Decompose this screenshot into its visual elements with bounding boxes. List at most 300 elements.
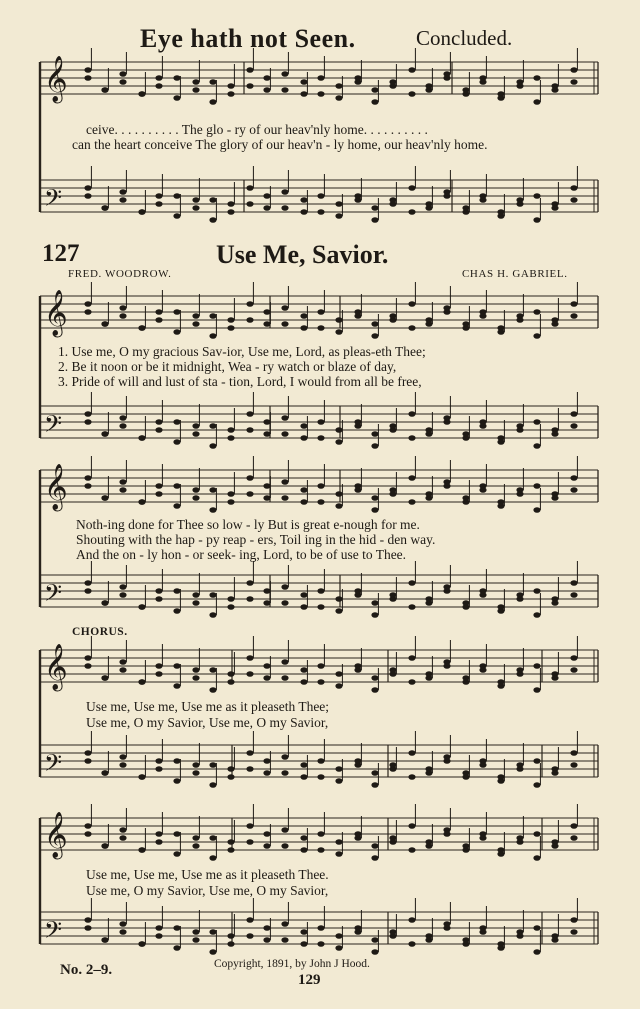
- note-head: [209, 762, 216, 768]
- note-head: [516, 317, 523, 323]
- note-head: [443, 663, 450, 669]
- note-head: [408, 435, 415, 441]
- note-head: [300, 762, 307, 768]
- note-head: [192, 197, 199, 203]
- note-head: [138, 941, 145, 947]
- note-head: [443, 483, 450, 489]
- note-head: [119, 71, 126, 77]
- note-head: [516, 201, 523, 207]
- note-head: [300, 835, 307, 841]
- note-head: [138, 679, 145, 685]
- note-head: [335, 439, 342, 445]
- note-head: [101, 937, 108, 943]
- note-head: [101, 321, 108, 327]
- note-head: [300, 499, 307, 505]
- note-head: [479, 423, 486, 429]
- copyright: Copyright, 1891, by John J Hood.: [214, 958, 370, 970]
- note-head: [263, 600, 270, 606]
- note-head: [246, 301, 253, 307]
- note-head: [281, 205, 288, 211]
- note-head: [443, 588, 450, 594]
- note-head: [335, 766, 342, 772]
- note-head: [155, 933, 162, 939]
- note-head: [389, 197, 396, 203]
- note-head: [551, 205, 558, 211]
- note-head: [371, 431, 378, 437]
- note-head: [281, 937, 288, 943]
- note-head: [192, 87, 199, 93]
- note-head: [479, 487, 486, 493]
- note-head: [263, 321, 270, 327]
- note-head: [209, 99, 216, 105]
- note-head: [371, 782, 378, 788]
- chorus-label: CHORUS.: [72, 626, 128, 638]
- note-head: [335, 213, 342, 219]
- note-head: [119, 305, 126, 311]
- note-head: [317, 91, 324, 97]
- note-head: [551, 87, 558, 93]
- note-head: [570, 197, 577, 203]
- chorus-line: Use me, O my Savior, Use me, O my Savior,: [86, 715, 329, 730]
- hymn-title: Use Me, Savior.: [216, 240, 389, 269]
- chorus-line: Use me, Use me, Use me as it pleaseth Thee.: [86, 867, 329, 882]
- note-head: [84, 663, 91, 669]
- note-head: [317, 758, 324, 764]
- note-head: [84, 185, 91, 191]
- note-head: [119, 189, 126, 195]
- note-head: [263, 758, 270, 764]
- note-head: [408, 679, 415, 685]
- note-head: [173, 75, 180, 81]
- note-head: [263, 663, 270, 669]
- note-head: [516, 491, 523, 497]
- note-head: [317, 209, 324, 215]
- note-head: [389, 313, 396, 319]
- note-head: [570, 835, 577, 841]
- note-head: [533, 193, 540, 199]
- note-head: [371, 843, 378, 849]
- treble-clef: 𝄞: [44, 812, 68, 858]
- note-head: [462, 431, 469, 437]
- note-head: [155, 839, 162, 845]
- note-head: [227, 209, 234, 215]
- note-head: [300, 313, 307, 319]
- note-head: [300, 592, 307, 598]
- note-head: [209, 443, 216, 449]
- note-head: [551, 600, 558, 606]
- note-head: [173, 503, 180, 509]
- note-head: [371, 205, 378, 211]
- note-head: [263, 431, 270, 437]
- note-head: [246, 655, 253, 661]
- note-head: [192, 487, 199, 493]
- note-head: [300, 667, 307, 673]
- note-head: [173, 945, 180, 951]
- note-head: [209, 612, 216, 618]
- note-head: [516, 933, 523, 939]
- note-head: [317, 604, 324, 610]
- note-head: [101, 675, 108, 681]
- note-head: [317, 325, 324, 331]
- note-head: [84, 917, 91, 923]
- note-head: [497, 435, 504, 441]
- verse-line: 3. Pride of will and lust of sta - tion, Lord, I would from all be free,: [58, 374, 422, 389]
- note-head: [389, 423, 396, 429]
- note-head: [138, 499, 145, 505]
- note-head: [335, 851, 342, 857]
- verse-line: Shouting with the hap - py reap - ers, Toil ing in the hid - den way.: [76, 532, 436, 547]
- note-head: [408, 823, 415, 829]
- note-head: [246, 823, 253, 829]
- note-head: [84, 411, 91, 417]
- note-head: [84, 301, 91, 307]
- note-head: [155, 75, 162, 81]
- note-head: [443, 419, 450, 425]
- note-head: [173, 213, 180, 219]
- note-head: [389, 667, 396, 673]
- note-head: [570, 487, 577, 493]
- note-head: [192, 937, 199, 943]
- note-head: [263, 675, 270, 681]
- note-head: [389, 79, 396, 85]
- note-head: [533, 217, 540, 223]
- note-head: [173, 683, 180, 689]
- note-head: [516, 427, 523, 433]
- note-head: [192, 313, 199, 319]
- note-head: [497, 325, 504, 331]
- note-head: [425, 933, 432, 939]
- note-head: [533, 831, 540, 837]
- note-head: [173, 831, 180, 837]
- note-head: [335, 201, 342, 207]
- note-head: [551, 770, 558, 776]
- chorus-line: Use me, Use me, Use me as it pleaseth Thee;: [86, 699, 330, 714]
- note-head: [317, 419, 324, 425]
- note-head: [300, 91, 307, 97]
- note-head: [335, 83, 342, 89]
- note-head: [371, 495, 378, 501]
- note-head: [155, 309, 162, 315]
- note-head: [317, 435, 324, 441]
- note-head: [300, 79, 307, 85]
- note-head: [408, 499, 415, 505]
- note-head: [408, 580, 415, 586]
- note-head: [479, 762, 486, 768]
- note-head: [389, 835, 396, 841]
- note-head: [317, 847, 324, 853]
- note-head: [408, 301, 415, 307]
- note-head: [101, 431, 108, 437]
- note-head: [281, 479, 288, 485]
- note-head: [371, 612, 378, 618]
- note-head: [173, 608, 180, 614]
- note-head: [371, 855, 378, 861]
- note-head: [281, 71, 288, 77]
- note-head: [281, 770, 288, 776]
- note-head: [84, 758, 91, 764]
- note-head: [209, 949, 216, 955]
- note-head: [192, 835, 199, 841]
- note-head: [155, 766, 162, 772]
- note-head: [408, 209, 415, 215]
- note-head: [443, 758, 450, 764]
- note-head: [354, 309, 361, 315]
- note-head: [173, 588, 180, 594]
- note-head: [246, 917, 253, 923]
- note-head: [281, 600, 288, 606]
- note-head: [533, 687, 540, 693]
- note-head: [408, 67, 415, 73]
- note-head: [533, 949, 540, 955]
- verse-line: 2. Be it noon or be it midnight, Wea - ry watch or blaze of day,: [58, 359, 397, 374]
- note-head: [335, 491, 342, 497]
- note-head: [462, 770, 469, 776]
- note-head: [101, 600, 108, 606]
- note-head: [227, 83, 234, 89]
- note-head: [497, 209, 504, 215]
- note-head: [533, 309, 540, 315]
- note-head: [119, 313, 126, 319]
- verse-line: And the on - ly hon - or seek- ing, Lord, to be of use to Thee.: [76, 547, 407, 562]
- note-head: [173, 329, 180, 335]
- note-head: [192, 770, 199, 776]
- note-head: [354, 831, 361, 837]
- note-head: [570, 301, 577, 307]
- note-head: [570, 185, 577, 191]
- note-head: [281, 431, 288, 437]
- note-head: [335, 427, 342, 433]
- note-head: [335, 778, 342, 784]
- note-head: [551, 495, 558, 501]
- note-head: [570, 667, 577, 673]
- note-head: [371, 687, 378, 693]
- note-head: [227, 679, 234, 685]
- note-head: [192, 592, 199, 598]
- note-head: [246, 411, 253, 417]
- note-head: [263, 495, 270, 501]
- note-head: [155, 671, 162, 677]
- note-head: [570, 580, 577, 586]
- note-head: [281, 305, 288, 311]
- page-number: 129: [298, 972, 321, 988]
- note-head: [138, 325, 145, 331]
- treble-clef: 𝄞: [44, 290, 68, 336]
- note-head: [138, 435, 145, 441]
- note-head: [263, 193, 270, 199]
- verse-line: 1. Use me, O my gracious Sav-ior, Use me, Lord, as pleas-eth Thee;: [58, 344, 426, 359]
- note-head: [263, 831, 270, 837]
- note-head: [516, 766, 523, 772]
- note-head: [209, 507, 216, 513]
- chorus-line: Use me, O my Savior, Use me, O my Savior,: [86, 883, 329, 898]
- note-head: [192, 321, 199, 327]
- note-head: [408, 750, 415, 756]
- note-head: [408, 604, 415, 610]
- note-head: [408, 917, 415, 923]
- note-head: [389, 487, 396, 493]
- note-head: [227, 839, 234, 845]
- note-head: [246, 933, 253, 939]
- note-head: [533, 925, 540, 931]
- note-head: [533, 99, 540, 105]
- note-head: [497, 847, 504, 853]
- note-head: [533, 507, 540, 513]
- note-head: [462, 600, 469, 606]
- note-head: [408, 941, 415, 947]
- note-head: [354, 75, 361, 81]
- note-head: [371, 333, 378, 339]
- note-head: [84, 75, 91, 81]
- note-head: [246, 427, 253, 433]
- note-head: [516, 839, 523, 845]
- section-title: Eye hath not Seen.: [140, 24, 356, 53]
- note-head: [246, 185, 253, 191]
- note-head: [173, 925, 180, 931]
- note-head: [300, 435, 307, 441]
- note-head: [570, 423, 577, 429]
- note-head: [155, 663, 162, 669]
- note-head: [479, 79, 486, 85]
- note-head: [551, 431, 558, 437]
- note-head: [227, 491, 234, 497]
- note-head: [209, 592, 216, 598]
- note-head: [155, 831, 162, 837]
- note-head: [246, 750, 253, 756]
- note-head: [354, 419, 361, 425]
- note-head: [462, 87, 469, 93]
- note-head: [227, 596, 234, 602]
- note-head: [84, 750, 91, 756]
- note-head: [281, 321, 288, 327]
- note-head: [119, 921, 126, 927]
- lyric-line: ceive. . . . . . . . . . The glo - ry of our heav'nly home. . . . . . . . . .: [86, 122, 428, 137]
- note-head: [263, 588, 270, 594]
- note-head: [209, 423, 216, 429]
- note-head: [497, 679, 504, 685]
- note-head: [425, 83, 432, 89]
- note-head: [155, 588, 162, 594]
- bass-clef: 𝄢: [44, 579, 63, 612]
- note-head: [300, 847, 307, 853]
- note-head: [354, 483, 361, 489]
- note-head: [281, 87, 288, 93]
- author-credit: FRED. WOODROW.: [68, 268, 172, 280]
- note-head: [317, 483, 324, 489]
- note-head: [246, 671, 253, 677]
- note-head: [516, 671, 523, 677]
- note-head: [84, 655, 91, 661]
- note-head: [209, 487, 216, 493]
- note-head: [119, 827, 126, 833]
- note-head: [209, 667, 216, 673]
- note-head: [281, 584, 288, 590]
- note-head: [119, 79, 126, 85]
- note-head: [155, 419, 162, 425]
- note-head: [209, 313, 216, 319]
- note-head: [173, 439, 180, 445]
- bass-clef: 𝄢: [44, 410, 63, 443]
- note-head: [263, 925, 270, 931]
- note-head: [300, 209, 307, 215]
- note-head: [371, 600, 378, 606]
- bass-clef: 𝄢: [44, 916, 63, 949]
- note-head: [425, 596, 432, 602]
- note-head: [227, 941, 234, 947]
- note-head: [462, 675, 469, 681]
- note-head: [533, 758, 540, 764]
- note-head: [227, 91, 234, 97]
- note-head: [227, 671, 234, 677]
- note-head: [408, 185, 415, 191]
- note-head: [570, 79, 577, 85]
- note-head: [570, 917, 577, 923]
- note-head: [209, 782, 216, 788]
- note-head: [227, 933, 234, 939]
- note-head: [155, 427, 162, 433]
- note-head: [354, 925, 361, 931]
- note-head: [570, 475, 577, 481]
- bass-clef: 𝄢: [44, 184, 63, 217]
- note-head: [300, 929, 307, 935]
- note-head: [192, 431, 199, 437]
- note-head: [281, 921, 288, 927]
- note-head: [101, 770, 108, 776]
- note-head: [317, 663, 324, 669]
- note-head: [173, 778, 180, 784]
- note-head: [335, 503, 342, 509]
- note-head: [227, 317, 234, 323]
- note-head: [300, 423, 307, 429]
- note-head: [300, 774, 307, 780]
- note-head: [371, 99, 378, 105]
- note-head: [192, 423, 199, 429]
- note-head: [354, 663, 361, 669]
- note-head: [533, 612, 540, 618]
- note-head: [371, 770, 378, 776]
- note-head: [192, 79, 199, 85]
- bass-clef: 𝄢: [44, 749, 63, 782]
- note-head: [263, 419, 270, 425]
- note-head: [246, 766, 253, 772]
- note-head: [570, 750, 577, 756]
- note-head: [551, 321, 558, 327]
- note-head: [425, 766, 432, 772]
- note-head: [119, 929, 126, 935]
- note-head: [335, 933, 342, 939]
- note-head: [462, 495, 469, 501]
- note-head: [209, 929, 216, 935]
- note-head: [335, 329, 342, 335]
- note-head: [246, 839, 253, 845]
- note-head: [300, 679, 307, 685]
- note-head: [246, 83, 253, 89]
- note-head: [570, 655, 577, 661]
- note-head: [263, 309, 270, 315]
- note-head: [317, 774, 324, 780]
- note-head: [119, 835, 126, 841]
- note-head: [479, 667, 486, 673]
- note-head: [533, 588, 540, 594]
- note-head: [497, 499, 504, 505]
- note-head: [443, 925, 450, 931]
- note-head: [335, 683, 342, 689]
- note-head: [371, 507, 378, 513]
- note-head: [300, 325, 307, 331]
- note-head: [84, 483, 91, 489]
- note-head: [335, 317, 342, 323]
- note-head: [281, 843, 288, 849]
- note-head: [281, 754, 288, 760]
